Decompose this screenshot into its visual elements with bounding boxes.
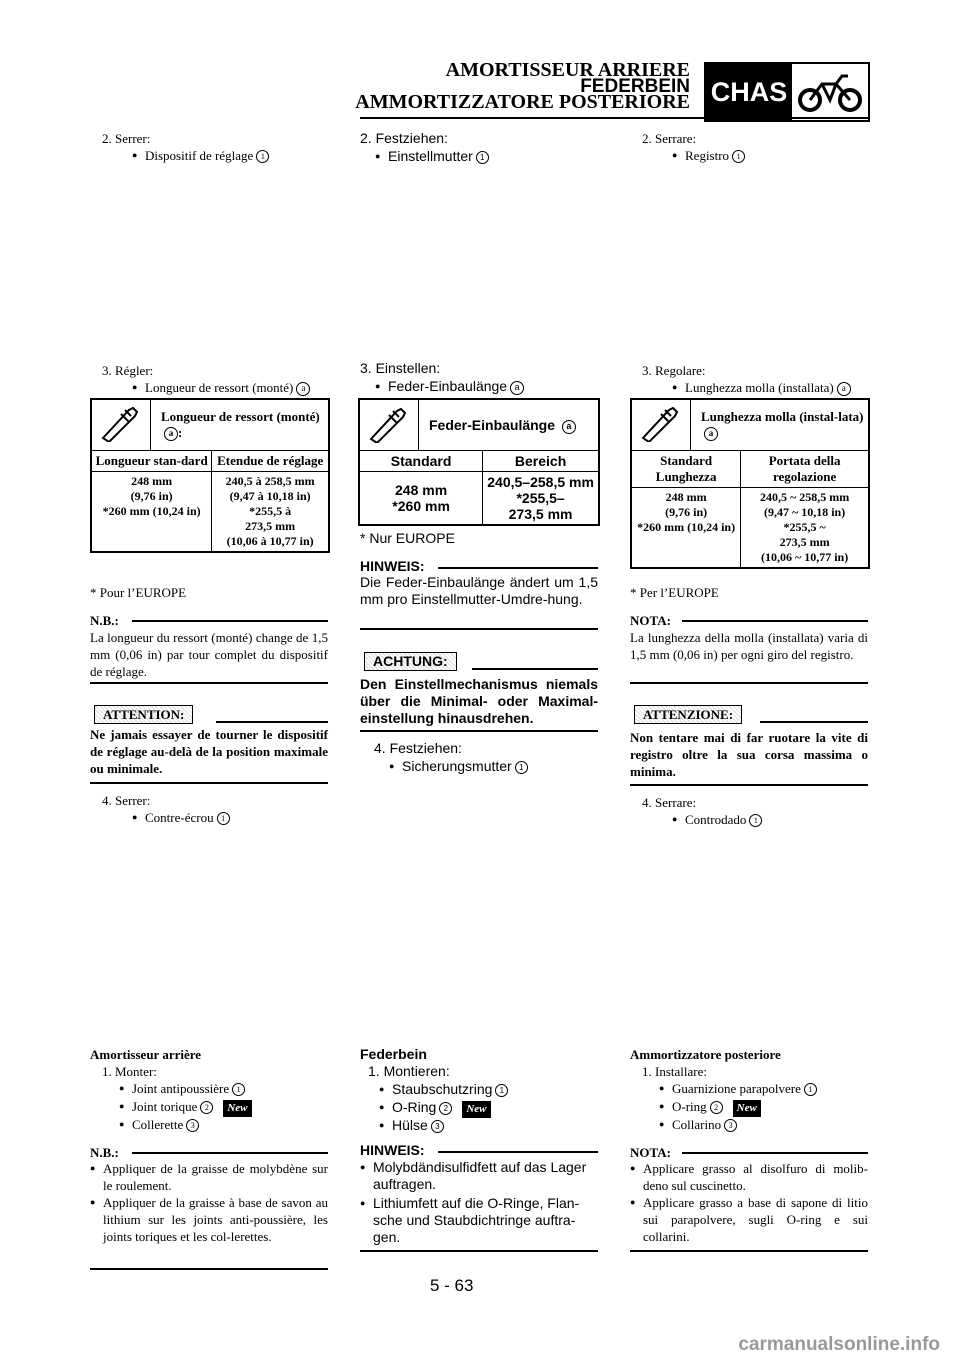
callout-a: a bbox=[510, 381, 524, 395]
bullet-item bbox=[388, 148, 489, 165]
caliper-icon bbox=[639, 404, 683, 442]
callout-1: 1 bbox=[495, 1084, 508, 1097]
new-badge: New bbox=[733, 1100, 761, 1117]
note-title: HINWEIS: bbox=[360, 1142, 425, 1158]
bullet-text: Dispositif de réglage bbox=[145, 148, 254, 163]
note-rule bbox=[682, 1152, 868, 1154]
table-cell: 240,5 à 258,5 mm (9,47 à 10,18 in) *255,5 à 273,5 mm (10,06 à 10,77 in) bbox=[212, 472, 329, 553]
header-title-de: FEDERBEIN bbox=[580, 76, 690, 97]
bullet-item bbox=[685, 147, 745, 164]
note-end-rule bbox=[360, 1250, 598, 1252]
new-badge: New bbox=[462, 1101, 490, 1118]
table-cell: 248 mm (9,76 in) *260 mm (10,24 in) bbox=[91, 472, 212, 553]
step-4: 4. Serrer: bbox=[102, 793, 151, 808]
bullet-text: Controdado bbox=[685, 812, 747, 827]
header-title-fr: AMORTISSEUR ARRIERE bbox=[445, 59, 690, 81]
callout-a: a bbox=[837, 382, 851, 396]
note-end-rule bbox=[90, 1268, 328, 1270]
bullet-item bbox=[145, 809, 230, 826]
step-2: 2. Festziehen: bbox=[360, 130, 448, 146]
column-header: Standard Lunghezza bbox=[631, 451, 741, 488]
column-header: Standard bbox=[359, 451, 483, 472]
bullet-text: Sicherungsmutter bbox=[402, 758, 512, 774]
step-4: 4. Serrare: bbox=[642, 795, 697, 810]
caliper-cell bbox=[631, 399, 691, 451]
callout-3: 3 bbox=[186, 1119, 199, 1132]
note-text: La lunghezza della molla (installata) varia di 1,5 mm (0,06 in) per ogni giro del registro. bbox=[630, 630, 868, 662]
step-2: 2. Serrare: bbox=[642, 131, 697, 146]
note-bullet: ● Applicare grasso al disolfuro di molib-deno sul cuscinetto. bbox=[643, 1160, 868, 1194]
bullet-text: Longueur de ressort (monté) bbox=[145, 380, 294, 395]
note-end-rule bbox=[360, 628, 598, 630]
column-header: Portata della regolazione bbox=[741, 451, 869, 488]
header-rule bbox=[360, 117, 868, 119]
bullet-item bbox=[388, 378, 524, 395]
caution-badge: ATTENTION: bbox=[94, 705, 193, 724]
note-rule bbox=[132, 620, 328, 622]
callout-2: 2 bbox=[439, 1102, 452, 1115]
callout-3: 3 bbox=[724, 1119, 737, 1132]
bullet-text: Collarino bbox=[672, 1117, 722, 1132]
table-cell: 248 mm (9,76 in) *260 mm (10,24 in) bbox=[631, 488, 741, 569]
section-badge bbox=[704, 62, 870, 122]
table-cell: 240,5 ~ 258,5 mm (9,47 ~ 10,18 in) *255,5 ~ 273,5 mm (10,06 ~ 10,77 in) bbox=[741, 488, 869, 569]
note-title: N.B.: bbox=[90, 613, 119, 628]
note-rule bbox=[438, 567, 598, 569]
caution-rule bbox=[472, 668, 598, 670]
motorcycle-icon bbox=[796, 70, 864, 114]
bullet-text: Contre-écrou bbox=[145, 810, 214, 825]
note-title: HINWEIS: bbox=[360, 558, 425, 574]
footnote: * Pour l’EUROPE bbox=[90, 585, 187, 600]
bullet-item bbox=[392, 1081, 508, 1098]
table-cell: 248 mm *260 mm bbox=[359, 472, 483, 526]
note-rule bbox=[438, 1151, 598, 1153]
bullet-item bbox=[402, 758, 528, 775]
table-cell: 240,5–258,5 mm *255,5– 273,5 mm bbox=[483, 472, 599, 526]
bullet-text: Collerette bbox=[132, 1117, 184, 1132]
note-title: N.B.: bbox=[90, 1145, 119, 1160]
bullet-text: Staubschutzring bbox=[392, 1081, 493, 1097]
caution-text: Ne jamais essayer de tourner le dispositif de réglage au-delà de la position maximale ou minimale. bbox=[90, 727, 328, 776]
table-title-text: Longueur de ressort (monté) bbox=[161, 409, 320, 424]
caution-badge: ATTENZIONE: bbox=[634, 705, 742, 724]
step-3: 3. Régler: bbox=[102, 363, 154, 378]
caution-text: Den Einstellmechanismus niemals über die Minimal- oder Maximal-einstellung hinausdrehen. bbox=[360, 676, 598, 726]
table-title-text: Lunghezza molla (instal-lata) bbox=[701, 409, 864, 424]
caution-rule bbox=[760, 721, 868, 723]
callout-3: 3 bbox=[431, 1120, 444, 1133]
footnote: * Per l’EUROPE bbox=[630, 585, 719, 600]
watermark: carmanualsonline.info bbox=[738, 1334, 940, 1355]
caution-end-rule bbox=[630, 784, 868, 786]
note-bullet: ● Molybdändisulfidfett auf das Lager auftragen. bbox=[373, 1159, 598, 1193]
header-title-it: AMMORTIZZATORE POSTERIORE bbox=[355, 91, 690, 113]
note-bullet: ● Applicare grasso a base di sapone di litio sui parapolvere, sugli O-ring e sui collarini. bbox=[643, 1194, 868, 1245]
note-title: NOTA: bbox=[630, 613, 671, 628]
table-title bbox=[419, 399, 600, 451]
caliper-icon bbox=[367, 405, 411, 443]
callout-2: 2 bbox=[200, 1101, 213, 1114]
callout-1: 1 bbox=[217, 812, 230, 825]
note-bullet: ● Lithiumfett auf die O-Ringe, Flan-sche und Staubdichtringe auftra-gen. bbox=[373, 1195, 598, 1246]
section-label: CHAS bbox=[706, 64, 792, 120]
step-2: 2. Serrer: bbox=[102, 131, 151, 146]
step-3: 3. Einstellen: bbox=[360, 360, 441, 376]
caliper-cell bbox=[91, 399, 151, 451]
note-text: La longueur du ressort (monté) change de 1,5 mm (0,06 in) par tour complet du dispositif de réglage. bbox=[90, 630, 328, 679]
table-title-text: Feder-Einbaulänge bbox=[429, 416, 556, 433]
bullet-item bbox=[392, 1099, 491, 1118]
note-end-rule bbox=[630, 682, 868, 684]
column-header: Bereich bbox=[483, 451, 599, 472]
bullet-text: Feder-Einbaulänge bbox=[388, 378, 508, 394]
note-rule bbox=[132, 1152, 328, 1154]
callout-a: a bbox=[704, 427, 718, 441]
bullet-text: Joint antipoussière bbox=[132, 1081, 230, 1096]
bullet-text: Registro bbox=[685, 148, 730, 163]
callout-1: 1 bbox=[232, 1083, 245, 1096]
callout-1: 1 bbox=[476, 151, 489, 164]
callout-a: a bbox=[562, 420, 576, 434]
column-header: Etendue de réglage bbox=[212, 451, 329, 472]
callout-1: 1 bbox=[732, 150, 745, 163]
bullet-text: Hülse bbox=[392, 1117, 428, 1133]
note-bullet: ● Appliquer de la graisse à base de savon au lithium sur les joints anti-poussière, les joints toriques et les col-lerettes. bbox=[103, 1194, 328, 1245]
section-title: Federbein bbox=[360, 1046, 427, 1062]
spec-table-fr bbox=[90, 398, 330, 553]
caliper-icon bbox=[99, 404, 143, 442]
bullet-text: Lunghezza molla (installata) bbox=[685, 380, 834, 395]
section-title: Ammortizzatore posteriore bbox=[630, 1047, 781, 1062]
callout-1: 1 bbox=[256, 150, 269, 163]
callout-a: a bbox=[296, 382, 310, 396]
callout-a: a bbox=[164, 427, 178, 441]
note-bullet: ● Appliquer de la graisse de molybdène sur le roulement. bbox=[103, 1160, 328, 1194]
table-title bbox=[691, 399, 870, 451]
bullet-item bbox=[132, 1080, 245, 1097]
footnote: * Nur EUROPE bbox=[360, 530, 455, 546]
column-header: Longueur stan-dard bbox=[91, 451, 212, 472]
caution-rule bbox=[216, 721, 328, 723]
note-text: Die Feder-Einbaulänge ändert um 1,5 mm pro Einstellmutter-Umdre-hung. bbox=[360, 574, 598, 607]
callout-1: 1 bbox=[749, 814, 762, 827]
caution-text: Non tentare mai di far ruotare la vite di registro oltre la sua corsa massima o minima. bbox=[630, 730, 868, 779]
bullet-item bbox=[672, 1080, 817, 1097]
bullet-item bbox=[685, 379, 851, 396]
table-title: Longueur de ressort (monté) a : bbox=[151, 399, 330, 451]
bullet-text: O-Ring bbox=[392, 1099, 437, 1115]
section-title: Amortisseur arrière bbox=[90, 1047, 202, 1062]
bullet-text: O-ring bbox=[672, 1099, 707, 1114]
callout-2: 2 bbox=[710, 1101, 723, 1114]
bullet-text: Joint torique bbox=[132, 1099, 198, 1114]
bullet-item bbox=[392, 1117, 444, 1134]
bullet-item bbox=[132, 1098, 252, 1117]
bullet-item bbox=[672, 1116, 737, 1133]
note-rule bbox=[682, 620, 868, 622]
caution-badge: ACHTUNG: bbox=[364, 652, 457, 671]
new-badge: New bbox=[223, 1100, 251, 1117]
callout-1: 1 bbox=[804, 1083, 817, 1096]
bullet-item bbox=[672, 1098, 761, 1117]
bullet-item bbox=[132, 1116, 199, 1133]
step-4: 4. Festziehen: bbox=[374, 740, 462, 756]
step-1: 1. Montieren: bbox=[368, 1063, 450, 1079]
caution-end-rule bbox=[90, 782, 328, 784]
bullet-text: Guarnizione parapolvere bbox=[672, 1081, 801, 1096]
bullet-item bbox=[145, 379, 310, 396]
caution-end-rule bbox=[360, 730, 598, 732]
step-3: 3. Regolare: bbox=[642, 363, 706, 378]
page-number: 5 - 63 bbox=[430, 1276, 474, 1295]
bullet-item bbox=[145, 147, 269, 164]
bullet-item bbox=[685, 811, 762, 828]
step-1: 1. Monter: bbox=[102, 1064, 157, 1079]
step-1: 1. Installare: bbox=[642, 1064, 707, 1079]
spec-table-it bbox=[630, 398, 870, 569]
note-title: NOTA: bbox=[630, 1145, 671, 1160]
caliper-cell bbox=[359, 399, 419, 451]
note-end-rule bbox=[90, 682, 328, 684]
note-end-rule bbox=[630, 1250, 868, 1252]
bullet-text: Einstellmutter bbox=[388, 148, 473, 164]
callout-1: 1 bbox=[515, 761, 528, 774]
spec-table-de bbox=[358, 398, 600, 526]
